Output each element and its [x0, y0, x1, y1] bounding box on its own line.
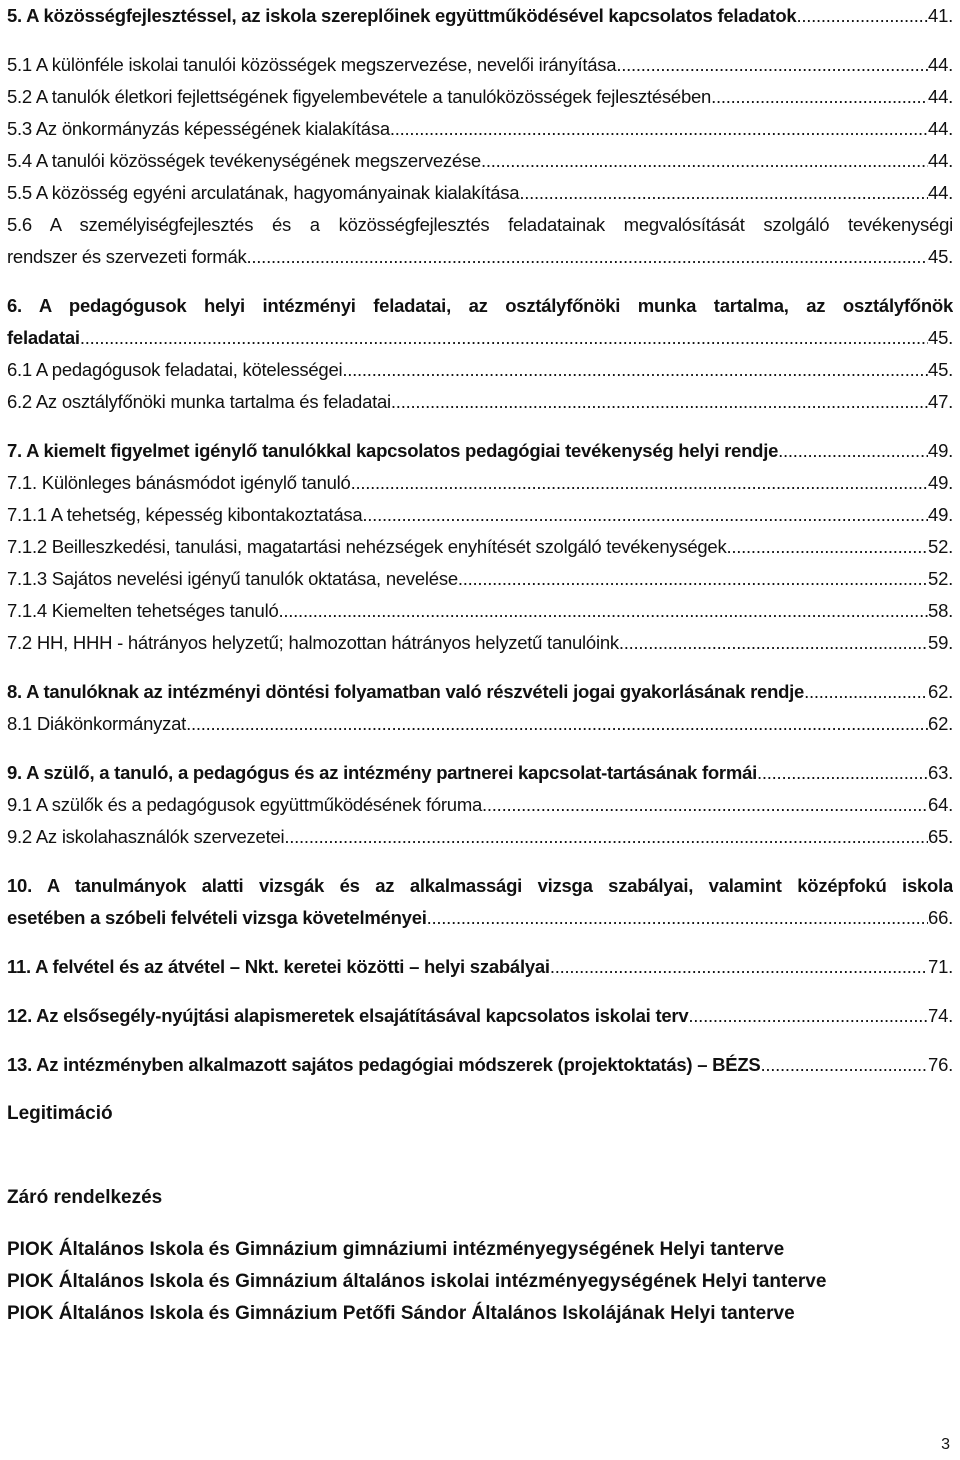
toc-entry-5-4[interactable]	[7, 145, 953, 177]
toc-entry-title: 7. A kiemelt figyelmet igénylő tanulókkal kapcsolatos pedagógiai tevékenység helyi rendje	[7, 440, 779, 461]
toc-entry-page: 45.	[928, 327, 953, 348]
toc-entry-title: 7.1. Különleges bánásmódot igénylő tanuló	[7, 472, 351, 493]
table-of-contents	[7, 0, 953, 1330]
toc-entry-page: 41.	[928, 5, 953, 26]
toc-entry-title: 5.2 A tanulók életkori fejlettségének figyelembevétele a tanulóközösségek fejlesztésében	[7, 86, 712, 107]
toc-entry-10-line1[interactable]	[7, 870, 953, 902]
toc-entry-title: 7.1.4 Kiemelten tehetséges tanuló	[7, 600, 279, 621]
toc-entry-7-1-1[interactable]	[7, 499, 953, 531]
toc-entry-5-1[interactable]	[7, 49, 953, 81]
toc-entry-title: 6.1 A pedagógusok feladatai, kötelességei	[7, 359, 343, 380]
page-number: 3	[941, 1436, 950, 1453]
toc-entry-page: 45.	[928, 246, 953, 267]
toc-entry-title: 10. A tanulmányok alatti vizsgák és az alkalmassági vizsga szabályai, valamint középfokú iskola	[7, 875, 953, 896]
toc-entry-title: 5.1 A különféle iskolai tanulói közösségek megszervezése, nevelői irányítása	[7, 54, 617, 75]
toc-entry-5-5[interactable]	[7, 177, 953, 209]
toc-entry-page: 44.	[928, 182, 953, 203]
toc-entry-title: 5.3 Az önkormányzás képességének kialakítása	[7, 118, 390, 139]
toc-entry-title: 9.2 Az iskolahasználók szervezetei	[7, 826, 285, 847]
toc-entry-title: esetében a szóbeli felvételi vizsga követelményei	[7, 907, 427, 928]
toc-entry-7-1-3[interactable]	[7, 563, 953, 595]
toc-entry-page: 62.	[928, 713, 953, 734]
toc-entry-title: 6. A pedagógusok helyi intézményi feladatai, az osztályfőnöki munka tartalma, az osztályfőnök	[7, 295, 953, 316]
toc-entry-page: 62.	[928, 681, 953, 702]
toc-entry-page: 63.	[928, 762, 953, 783]
toc-entry-title: 5.6 A személyiségfejlesztés és a közösségfejlesztés feladatainak megvalósítását szolgáló tevékenységi	[7, 214, 953, 235]
toc-entry-page: 44.	[928, 150, 953, 171]
toc-entry-12[interactable]	[7, 1000, 953, 1032]
toc-entry-page: 76.	[928, 1054, 953, 1075]
toc-entry-5-6-line1[interactable]	[7, 209, 953, 241]
toc-entry-page: 71.	[928, 956, 953, 977]
toc-entry-page: 64.	[928, 794, 953, 815]
toc-entry-6-1[interactable]	[7, 354, 953, 386]
toc-entry-7-2[interactable]	[7, 627, 953, 659]
toc-entry-page: 58.	[928, 600, 953, 621]
toc-entry-title: 8. A tanulóknak az intézményi döntési folyamatban való részvételi jogai gyakorlásának rendje	[7, 681, 805, 702]
toc-entry-6-line1[interactable]	[7, 290, 953, 322]
toc-entry-6-2[interactable]	[7, 386, 953, 418]
toc-entry-5[interactable]	[7, 0, 953, 32]
toc-entry-zaro-rendelkezes[interactable]: Záró rendelkezés	[7, 1187, 163, 1208]
toc-entry-5-6-line2[interactable]	[7, 241, 953, 273]
toc-entry-7-1-2[interactable]	[7, 531, 953, 563]
toc-entry-10-line2[interactable]	[7, 902, 953, 934]
toc-entry-11[interactable]	[7, 951, 953, 983]
toc-entry-page: 59.	[928, 632, 953, 653]
toc-entry-page: 44.	[928, 118, 953, 139]
toc-entry-title: 12. Az elsősegély-nyújtási alapismeretek elsajátításával kapcsolatos iskolai terv	[7, 1005, 689, 1026]
toc-entry-page: 44.	[928, 86, 953, 107]
toc-entry-title: 7.2 HH, HHH - hátrányos helyzetű; halmozottan hátrányos helyzetű tanulóink	[7, 632, 619, 653]
toc-entry-page: 49.	[928, 440, 953, 461]
toc-entry-5-2[interactable]	[7, 81, 953, 113]
toc-entry-title: 7.1.1 A tehetség, képesség kibontakoztatása	[7, 504, 363, 525]
toc-entry-page: 52.	[928, 568, 953, 589]
toc-entry-page: 52.	[928, 536, 953, 557]
toc-entry-page: 74.	[928, 1005, 953, 1026]
toc-entry-title: 6.2 Az osztályfőnöki munka tartalma és feladatai	[7, 391, 391, 412]
toc-entry-title: 5. A közösségfejlesztéssel, az iskola szereplőinek együttműködésével kapcsolatos feladatok	[7, 5, 797, 26]
toc-entry-9-2[interactable]	[7, 821, 953, 853]
toc-entry-piok-petofi[interactable]: PIOK Általános Iskola és Gimnázium Petőfi Sándor Általános Iskolájának Helyi tanterve	[7, 1303, 795, 1324]
toc-entry-7-1[interactable]	[7, 467, 953, 499]
toc-entry-7[interactable]	[7, 435, 953, 467]
toc-entry-title: 9.1 A szülők és a pedagógusok együttműködésének fóruma	[7, 794, 483, 815]
toc-entry-title: feladatai	[7, 327, 80, 348]
toc-entry-title: rendszer és szervezeti formák	[7, 246, 247, 267]
toc-entry-title: 7.1.2 Beilleszkedési, tanulási, magatartási nehézségek enyhítését szolgáló tevékenységek	[7, 536, 727, 557]
toc-entry-piok-gimnazium[interactable]: PIOK Általános Iskola és Gimnázium gimnáziumi intézményegységének Helyi tanterve	[7, 1239, 785, 1260]
toc-entry-9-1[interactable]	[7, 789, 953, 821]
toc-entry-title: 13. Az intézményben alkalmazott sajátos pedagógiai módszerek (projektoktatás) – BÉZS	[7, 1054, 761, 1075]
toc-entry-5-3[interactable]	[7, 113, 953, 145]
toc-entry-title: 7.1.3 Sajátos nevelési igényű tanulók oktatása, nevelése	[7, 568, 458, 589]
toc-entry-page: 49.	[928, 472, 953, 493]
toc-entry-title: 8.1 Diákönkormányzat	[7, 713, 187, 734]
toc-entry-page: 47.	[928, 391, 953, 412]
toc-entry-8[interactable]	[7, 676, 953, 708]
toc-entry-title: 5.4 A tanulói közösségek tevékenységének megszervezése	[7, 150, 481, 171]
toc-entry-title: 9. A szülő, a tanuló, a pedagógus és az intézmény partnerei kapcsolat-tartásának formái	[7, 762, 757, 783]
toc-entry-7-1-4[interactable]	[7, 595, 953, 627]
toc-entry-page: 65.	[928, 826, 953, 847]
toc-entry-legitimacio[interactable]: Legitimáció	[7, 1103, 113, 1124]
toc-entry-page: 44.	[928, 54, 953, 75]
toc-entry-page: 66.	[928, 907, 953, 928]
toc-entry-title: 11. A felvétel és az átvétel – Nkt. keretei közötti – helyi szabályai	[7, 956, 550, 977]
toc-entry-9[interactable]	[7, 757, 953, 789]
toc-entry-piok-altalanos[interactable]: PIOK Általános Iskola és Gimnázium általános iskolai intézményegységének Helyi tanterve	[7, 1271, 827, 1292]
toc-entry-page: 49.	[928, 504, 953, 525]
toc-entry-13[interactable]	[7, 1049, 953, 1081]
toc-entry-6-line2[interactable]	[7, 322, 953, 354]
toc-entry-title: 5.5 A közösség egyéni arculatának, hagyományainak kialakítása	[7, 182, 520, 203]
toc-entry-8-1[interactable]	[7, 708, 953, 740]
toc-entry-page: 45.	[928, 359, 953, 380]
